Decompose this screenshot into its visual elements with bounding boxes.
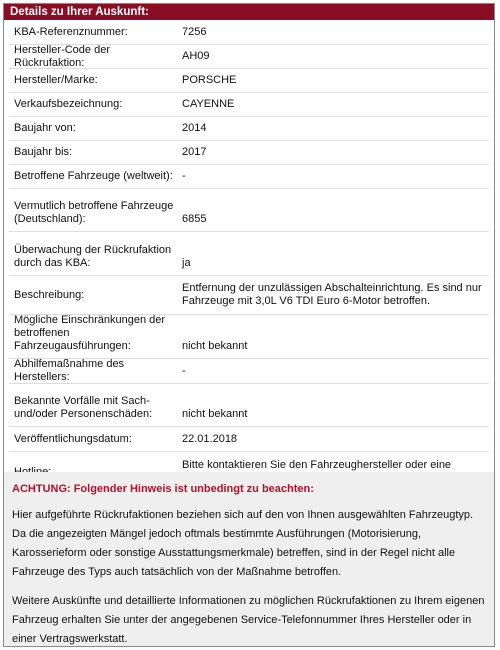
detail-row-abhilfemassnahme (9, 359, 489, 384)
detail-label: Veröffentlichungsdatum: (14, 432, 132, 445)
detail-value: nicht bekannt (182, 408, 248, 420)
notice-paragraph: Weitere Auskünfte und detaillierte Informationen zu möglichen Rückrufaktionen zu Ihrem eigenen Fahrzeug erhalten Sie unter der angegebenen Service-Telefonnummer Ihres Hersteller oder in einer Vertragswerkstatt. (12, 595, 485, 645)
notice-title: ACHTUNG: Folgender Hinweis ist unbedingt zu beachten: (12, 483, 314, 495)
notice-box (4, 472, 494, 646)
detail-row-baujahr-von (9, 117, 489, 141)
detail-value: Bitte kontaktieren Sie den Fahrzeughersteller oder eine (182, 459, 452, 471)
detail-value: - (182, 170, 186, 182)
detail-label: Bekannte Vorfälle mit Sach- und/oder Personenschäden: (14, 395, 153, 420)
detail-value: nicht bekannt (182, 340, 248, 352)
detail-label: Abhilfemaßnahme des Herstellers: (14, 358, 125, 383)
detail-label: Betroffene Fahrzeuge (weltweit): (14, 170, 173, 182)
detail-label: Baujahr von: (14, 122, 76, 134)
detail-row-hersteller-marke (9, 69, 489, 93)
detail-value: 2014 (182, 122, 207, 134)
detail-label: KBA-Referenznummer: (14, 25, 128, 38)
detail-value: 7256 (182, 25, 207, 38)
detail-label: Beschreibung: (14, 288, 85, 301)
detail-row-ueberwachung-kba (9, 232, 489, 276)
detail-label: Mögliche Einschränkungen der betroffenen Fahrzeugausführungen: (14, 314, 166, 352)
detail-row-veroeffentlichungsdatum (9, 427, 489, 452)
details-table (4, 20, 494, 492)
detail-row-bekannte-vorfaelle (9, 384, 489, 427)
notice-paragraph: Hier aufgeführte Rückrufaktionen beziehen sich auf den von Ihnen ausgewählten Fahrzeugtyp. Da die angezeigten Mängel jedoch oftmals bestimmte Ausführungen (Motorisierung, Karosserieform oder sonstige Ausstattungsmerkmale) betreffen, sind in der Regel nicht alle Fahrzeuge des Typs auch tatsächlich von der Maßnahme betroffen. (12, 509, 474, 578)
detail-row-hersteller-code (9, 45, 489, 69)
detail-value: 22.01.2018 (182, 432, 238, 445)
detail-label: Überwachung der Rückrufaktion durch das KBA: (14, 244, 172, 269)
detail-label: Baujahr bis: (14, 146, 73, 158)
detail-row-baujahr-bis (9, 141, 489, 165)
detail-value: - (182, 364, 186, 377)
detail-row-einschraenkungen (9, 315, 489, 359)
detail-value: ja (182, 257, 191, 269)
detail-row-verkaufsbezeichnung (9, 93, 489, 117)
detail-value: 2017 (182, 146, 207, 158)
detail-label: Vermutlich betroffene Fahrzeuge (Deutschland): (14, 200, 174, 225)
detail-row-betroffene-fahrzeuge-deutschland (9, 189, 489, 232)
detail-value: Entfernung der unzulässigen Abschalteinrichtung. Es sind nur Fahrzeuge mit 3,0L V6 TDI Euro 6-Motor betroffen. (182, 282, 482, 307)
panel-header: Details zu Ihrer Auskunft: (4, 4, 494, 20)
detail-label: Hersteller-Code der Rückrufaktion: (14, 43, 110, 69)
detail-label: Verkaufsbezeichnung: (14, 98, 123, 110)
detail-row-beschreibung (9, 276, 489, 315)
detail-value: PORSCHE (182, 74, 237, 86)
detail-label: Hersteller/Marke: (14, 74, 98, 86)
recall-details-panel (3, 3, 495, 647)
detail-row-betroffene-fahrzeuge-weltweit (9, 165, 489, 189)
detail-row-kba-referenznummer (9, 20, 489, 45)
detail-value: 6855 (182, 213, 207, 225)
detail-value: AH09 (182, 50, 210, 62)
detail-value: CAYENNE (182, 98, 235, 110)
